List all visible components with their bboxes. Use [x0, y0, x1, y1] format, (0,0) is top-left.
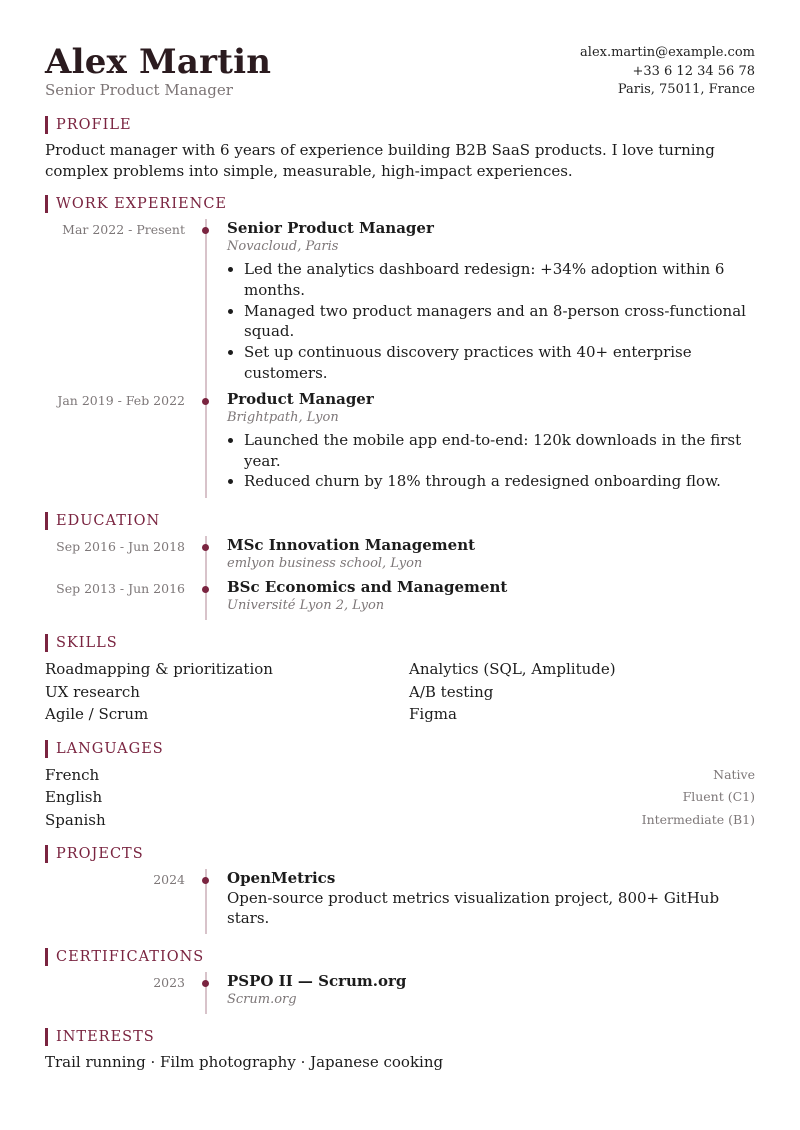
- section-title-languages: LANGUAGES: [45, 740, 755, 758]
- education-body: [227, 536, 755, 578]
- experience-company: Novacloud, Paris: [227, 239, 339, 254]
- contact-email[interactable]: alex.martin@example.com: [580, 45, 755, 60]
- certification-body: [227, 972, 755, 1014]
- experience-role: Product Manager: [227, 389, 374, 408]
- project-item: [45, 869, 755, 934]
- skills-section: [45, 634, 755, 726]
- timeline-dot-icon: [202, 980, 209, 987]
- bullet-item: • Launched the mobile app end-to-end: 120k downloads in the first year.: [244, 430, 755, 472]
- timeline-dot-icon: [202, 227, 209, 234]
- skill-item: UX research: [45, 682, 140, 701]
- skills-grid: [45, 658, 755, 726]
- languages-section: [45, 740, 755, 832]
- timeline-line: [185, 536, 227, 578]
- section-title-skills: SKILLS: [45, 634, 755, 652]
- timeline-line: [185, 972, 227, 1014]
- certification-name: PSPO II — Scrum.org: [227, 972, 407, 991]
- section-title-interests: INTERESTS: [45, 1028, 755, 1046]
- skill-item: A/B testing: [409, 682, 494, 701]
- language-name: French: [45, 765, 100, 784]
- certification-year: 2023: [153, 975, 185, 991]
- candidate-name: Alex Martin: [45, 42, 272, 82]
- education-item: [45, 578, 755, 620]
- education-section: [45, 512, 755, 620]
- project-desc: Open-source product metrics visualization project, 800+ GitHub stars.: [227, 889, 720, 928]
- resume-header: [45, 44, 755, 102]
- timeline-line: [185, 390, 227, 498]
- certifications-section: [45, 948, 755, 1014]
- contact-phone[interactable]: +33 6 12 34 56 78: [632, 63, 755, 79]
- language-name: English: [45, 788, 103, 807]
- experience-body: [227, 219, 755, 390]
- skill-item: Roadmapping & prioritization: [45, 660, 273, 679]
- project-body: [227, 869, 755, 934]
- education-dates: Sep 2016 - Jun 2018: [56, 539, 185, 555]
- interests-text: Trail running · Film photography · Japanese cooking: [45, 1053, 444, 1072]
- skill-item: Agile / Scrum: [45, 705, 149, 724]
- project-name: OpenMetrics: [227, 869, 336, 888]
- language-row: [45, 764, 755, 787]
- experience-bullets: [227, 430, 755, 492]
- experience-bullets: [227, 259, 755, 384]
- timeline-dot-icon: [202, 398, 209, 405]
- language-level: Intermediate (B1): [641, 811, 755, 827]
- certification-item: [45, 972, 755, 1014]
- language-level: Fluent (C1): [682, 789, 755, 805]
- bullet-item: • Led the analytics dashboard redesign: +34% adoption within 6 months.: [244, 259, 755, 301]
- section-title-projects: PROJECTS: [45, 845, 755, 863]
- projects-section: [45, 845, 755, 934]
- experience-dates: Mar 2022 - Present: [62, 222, 185, 237]
- education-school: Université Lyon 2, Lyon: [227, 598, 385, 614]
- bullet-item: • Reduced churn by 18% through a redesigned onboarding flow.: [244, 471, 755, 492]
- timeline-line: [185, 869, 227, 934]
- language-row: [45, 809, 755, 832]
- experience-item: [45, 390, 755, 498]
- skill-item: Figma: [409, 705, 457, 724]
- bullet-item: • Managed two product managers and an 8-person cross-functional squad.: [244, 301, 755, 343]
- timeline-line: [185, 219, 227, 390]
- project-year: 2024: [153, 872, 185, 888]
- education-item: [45, 536, 755, 578]
- skill-item: Analytics (SQL, Amplitude): [409, 660, 616, 679]
- section-title-education: EDUCATION: [45, 512, 755, 530]
- language-row: [45, 786, 755, 809]
- education-degree: MSc Innovation Management: [227, 536, 476, 555]
- section-title-certifications: CERTIFICATIONS: [45, 948, 755, 966]
- section-title-profile: PROFILE: [45, 116, 755, 134]
- certification-issuer: Scrum.org: [227, 992, 297, 1008]
- experience-dates: Jan 2019 - Feb 2022: [57, 392, 185, 408]
- education-degree: BSc Economics and Management: [227, 578, 508, 597]
- contact-block: [580, 44, 755, 100]
- timeline-line: [185, 578, 227, 620]
- timeline-dot-icon: [202, 544, 209, 551]
- experience-company: Brightpath, Lyon: [227, 409, 339, 425]
- timeline-dot-icon: [202, 877, 209, 884]
- section-title-experience: WORK EXPERIENCE: [45, 195, 755, 213]
- contact-location: Paris, 75011, France: [617, 82, 755, 97]
- education-body: [227, 578, 755, 620]
- bullet-item: • Set up continuous discovery practices with 40+ enterprise customers.: [244, 342, 755, 384]
- interests-section: [45, 1028, 755, 1072]
- language-level: Native: [713, 766, 755, 782]
- experience-item: [45, 219, 755, 390]
- education-school: emlyon business school, Lyon: [227, 556, 423, 572]
- timeline-dot-icon: [202, 586, 209, 593]
- experience-body: [227, 390, 755, 498]
- experience-section: [45, 195, 755, 498]
- profile-text: Product manager with 6 years of experience building B2B SaaS products. I love turning complex problems into simple, measurable, high-impact experiences.: [45, 141, 715, 180]
- candidate-role: Senior Product Manager: [45, 81, 233, 99]
- language-name: Spanish: [45, 810, 106, 829]
- profile-section: [45, 116, 755, 181]
- experience-role: Senior Product Manager: [227, 219, 434, 237]
- education-dates: Sep 2013 - Jun 2016: [56, 581, 185, 597]
